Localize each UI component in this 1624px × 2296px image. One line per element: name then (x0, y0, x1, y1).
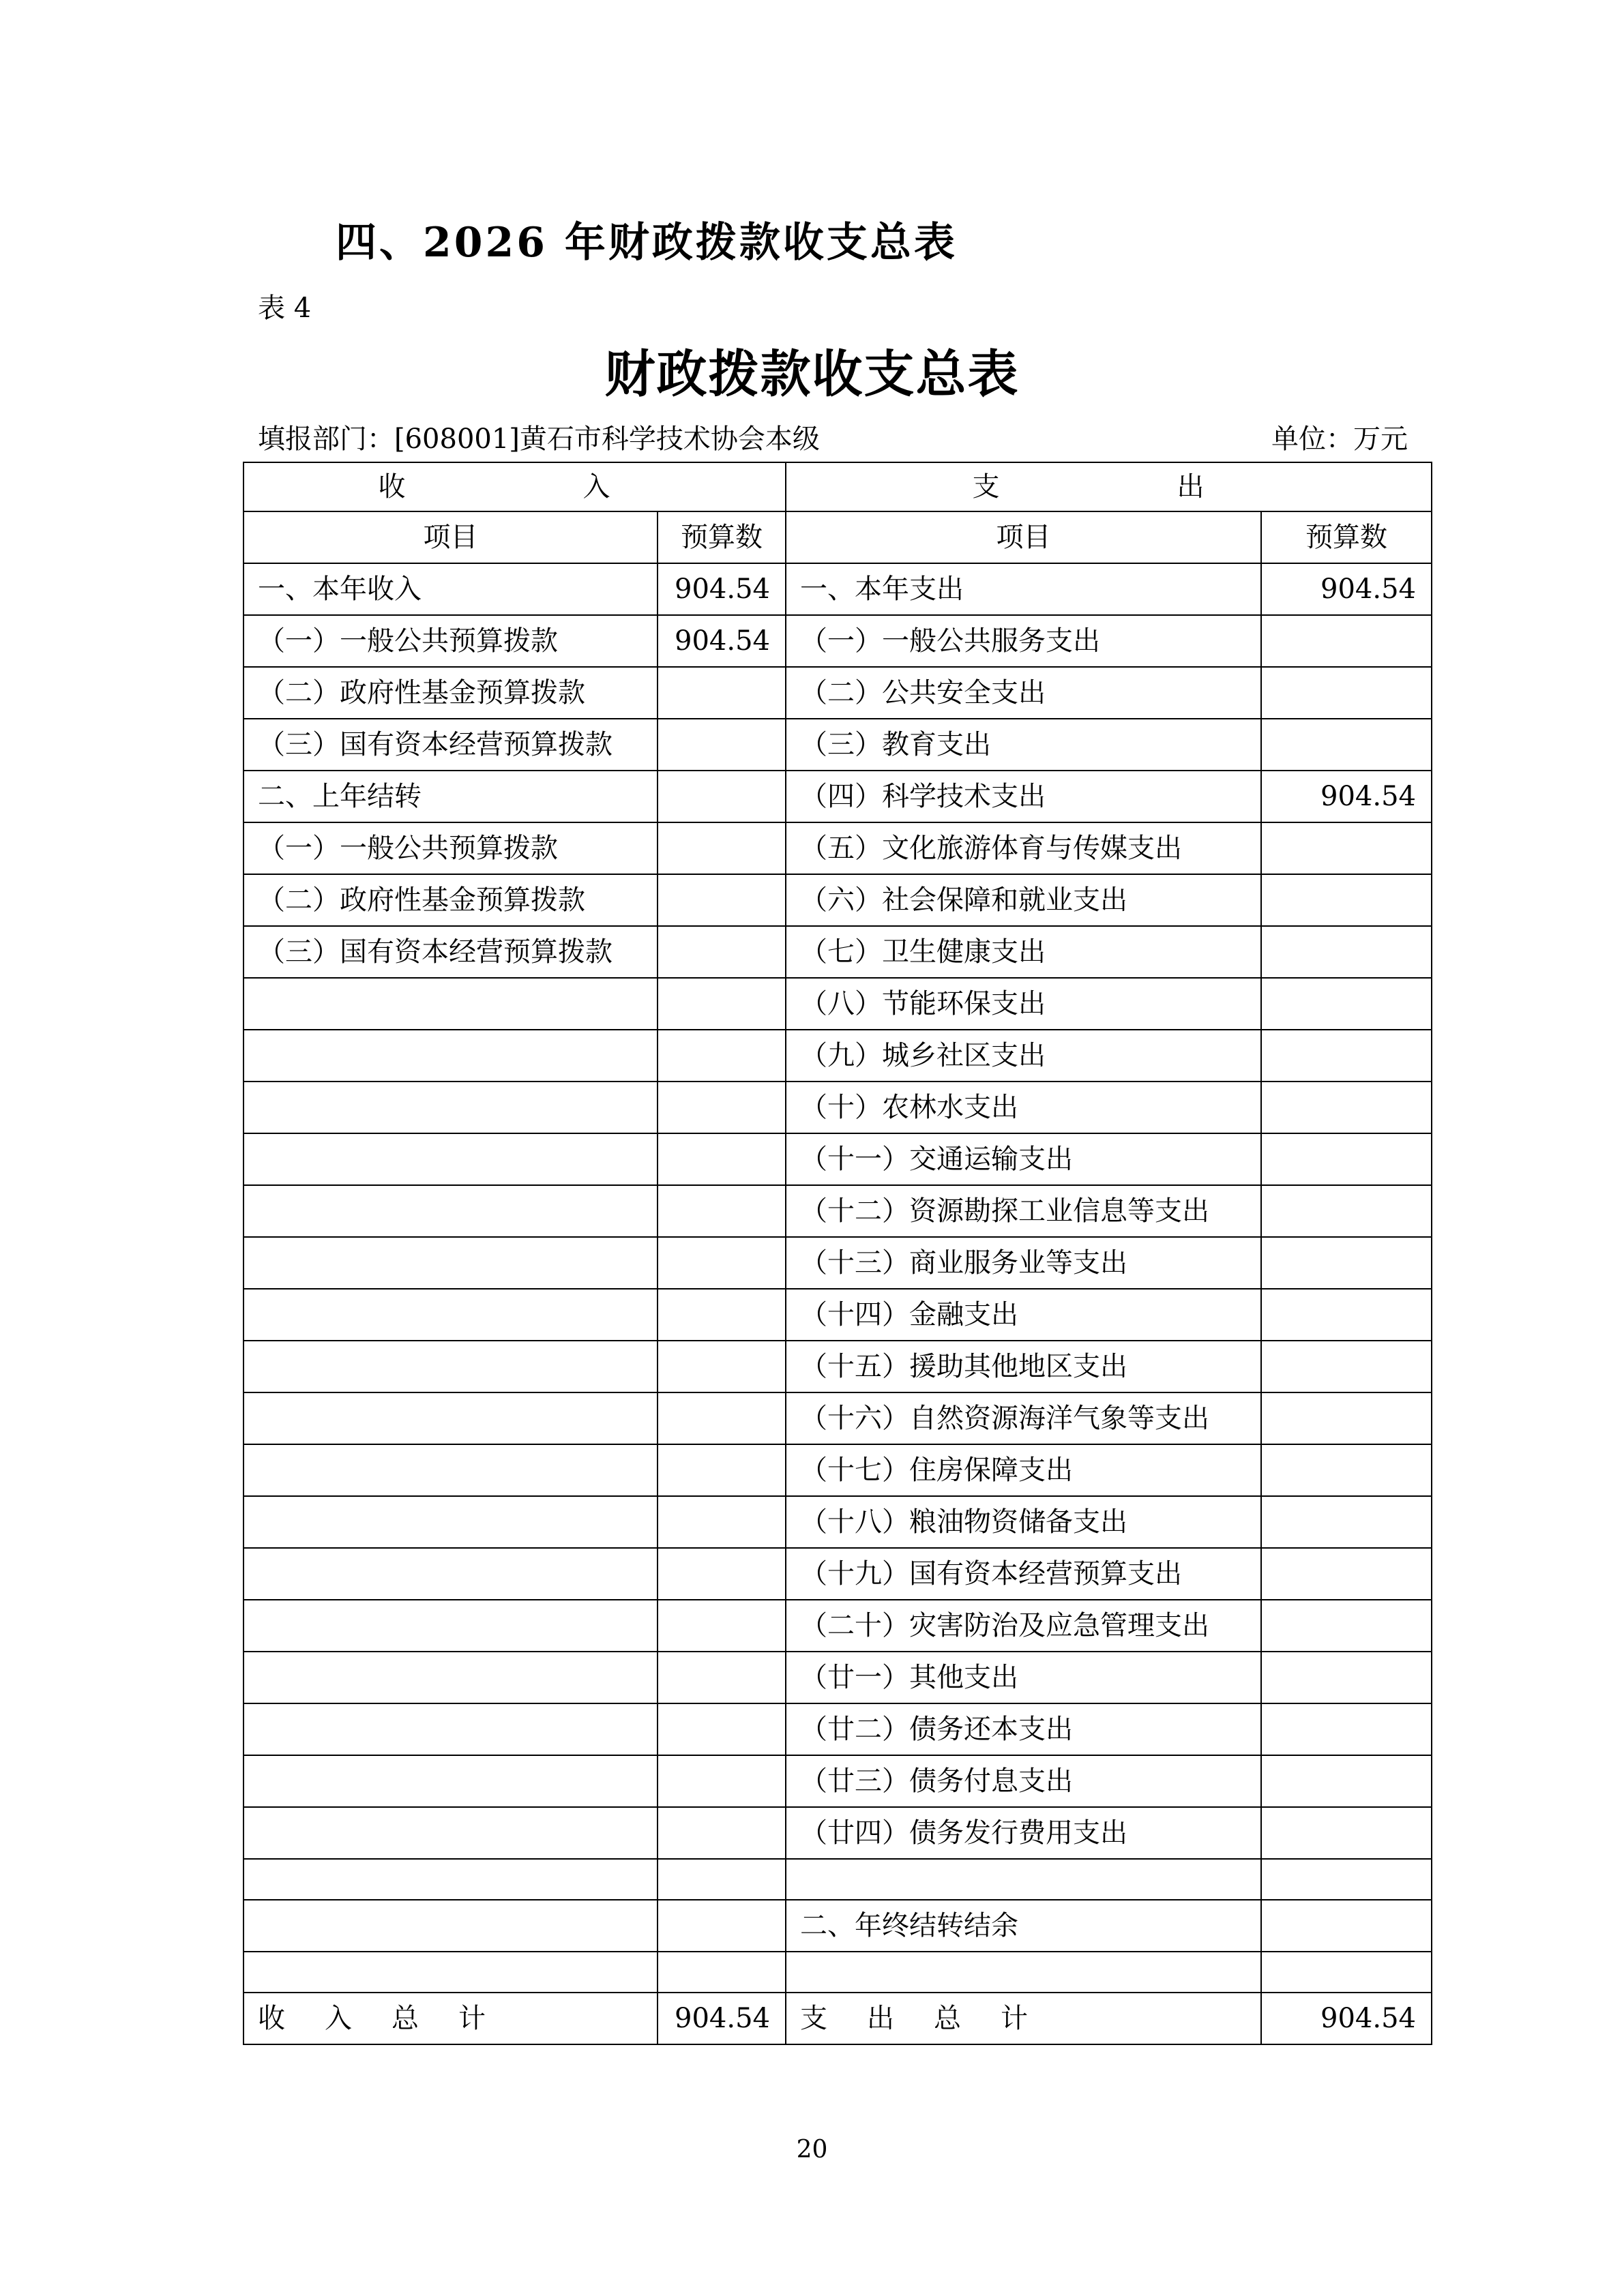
table-row (243, 1341, 1432, 1392)
income-item: （二）政府性基金预算拨款 (243, 667, 658, 719)
income-value (658, 1082, 786, 1133)
income-header: 收 入 (243, 462, 786, 511)
table-row (243, 615, 1432, 667)
expense-value (1261, 1900, 1432, 1952)
income-item (243, 1392, 658, 1444)
table-row (243, 1030, 1432, 1082)
income-value (658, 667, 786, 719)
expense-item: （十七）住房保障支出 (786, 1444, 1261, 1496)
expense-value: 904.54 (1261, 771, 1432, 822)
income-item (243, 1900, 658, 1952)
expense-item: （十八）粮油物资储备支出 (786, 1496, 1261, 1548)
expense-item: （十）农林水支出 (786, 1082, 1261, 1133)
expense-item: （一）一般公共服务支出 (786, 615, 1261, 667)
income-value (658, 1185, 786, 1237)
income-item: 一、本年收入 (243, 563, 658, 615)
income-item (243, 1755, 658, 1807)
income-value (658, 719, 786, 771)
table-row (243, 1185, 1432, 1237)
expense-item: （十一）交通运输支出 (786, 1133, 1261, 1185)
expense-item: （二十）灾害防治及应急管理支出 (786, 1600, 1261, 1652)
expense-item: （五）文化旅游体育与传媒支出 (786, 822, 1261, 874)
expense-item: 二、年终结转结余 (786, 1900, 1261, 1952)
table-row (243, 1237, 1432, 1289)
income-item (243, 1237, 658, 1289)
income-item: （一）一般公共预算拨款 (243, 615, 658, 667)
expense-item: （八）节能环保支出 (786, 978, 1261, 1030)
budget-table (243, 462, 1432, 2045)
income-value (658, 1900, 786, 1952)
income-item (243, 1082, 658, 1133)
budget-table-body (243, 462, 1432, 2044)
expense-item: （廿二）债务还本支出 (786, 1703, 1261, 1755)
expense-value (1261, 1496, 1432, 1548)
expense-value (1261, 1600, 1432, 1652)
expense-item: （六）社会保障和就业支出 (786, 874, 1261, 926)
income-value (658, 1703, 786, 1755)
expense-item: （九）城乡社区支出 (786, 1030, 1261, 1082)
income-value (658, 1133, 786, 1185)
table-row (243, 563, 1432, 615)
income-value (658, 874, 786, 926)
income-value (658, 1952, 786, 1993)
expense-item: （十五）援助其他地区支出 (786, 1341, 1261, 1392)
income-item: （三）国有资本经营预算拨款 (243, 926, 658, 978)
table-row (243, 874, 1432, 926)
income-item (243, 1133, 658, 1185)
table-row (243, 1600, 1432, 1652)
table-row (243, 1496, 1432, 1548)
income-value (658, 1496, 786, 1548)
income-item (243, 1652, 658, 1703)
income-value (658, 1548, 786, 1600)
table-row (243, 1548, 1432, 1600)
expense-item-header: 项目 (786, 511, 1261, 563)
expense-value (1261, 1289, 1432, 1341)
income-item (243, 1600, 658, 1652)
table-row (243, 1859, 1432, 1900)
income-value: 904.54 (658, 615, 786, 667)
expense-value (1261, 1341, 1432, 1392)
income-item (243, 1859, 658, 1900)
section-header-row (243, 462, 1432, 511)
income-value (658, 978, 786, 1030)
income-value (658, 771, 786, 822)
expense-value (1261, 1133, 1432, 1185)
income-value (658, 1859, 786, 1900)
expense-item: （廿四）债务发行费用支出 (786, 1807, 1261, 1859)
expense-value (1261, 978, 1432, 1030)
expense-item: （十二）资源勘探工业信息等支出 (786, 1185, 1261, 1237)
income-value (658, 1652, 786, 1703)
income-value: 904.54 (658, 563, 786, 615)
income-budget-header: 预算数 (658, 511, 786, 563)
expense-value (1261, 1703, 1432, 1755)
expense-value (1261, 1444, 1432, 1496)
expense-value (1261, 926, 1432, 978)
expense-item: （十九）国有资本经营预算支出 (786, 1548, 1261, 1600)
table-row (243, 1900, 1432, 1952)
table-title: 财政拨款收支总表 (604, 345, 1020, 404)
expense-header: 支 出 (786, 462, 1432, 511)
expense-item: 一、本年支出 (786, 563, 1261, 615)
income-total-label: 收入总计 (243, 1993, 658, 2044)
income-item: （三）国有资本经营预算拨款 (243, 719, 658, 771)
income-item (243, 1444, 658, 1496)
table-row (243, 1703, 1432, 1755)
income-item (243, 1952, 658, 1993)
department-label: 填报部门：[608001]黄石市科学技术协会本级 (258, 423, 820, 455)
income-item (243, 978, 658, 1030)
expense-total-label: 支出总计 (786, 1993, 1261, 2044)
expense-value (1261, 667, 1432, 719)
table-row (243, 1952, 1432, 1993)
income-value (658, 1600, 786, 1652)
expense-item: （三）教育支出 (786, 719, 1261, 771)
income-value (658, 1755, 786, 1807)
table-row (243, 822, 1432, 874)
expense-budget-header: 预算数 (1261, 511, 1432, 563)
table-row (243, 926, 1432, 978)
table-row (243, 1652, 1432, 1703)
income-item (243, 1548, 658, 1600)
total-row (243, 1993, 1432, 2044)
income-value (658, 926, 786, 978)
income-item: （一）一般公共预算拨款 (243, 822, 658, 874)
income-item (243, 1496, 658, 1548)
expense-item: （十四）金融支出 (786, 1289, 1261, 1341)
table-row (243, 1392, 1432, 1444)
table-row (243, 719, 1432, 771)
income-item (243, 1807, 658, 1859)
income-item: （二）政府性基金预算拨款 (243, 874, 658, 926)
income-item (243, 1703, 658, 1755)
expense-value (1261, 1237, 1432, 1289)
income-item-header: 项目 (243, 511, 658, 563)
expense-value (1261, 1392, 1432, 1444)
expense-value (1261, 719, 1432, 771)
expense-value (1261, 1652, 1432, 1703)
expense-total-value: 904.54 (1261, 1993, 1432, 2044)
expense-item: （廿一）其他支出 (786, 1652, 1261, 1703)
income-value (658, 1289, 786, 1341)
section-heading: 四、2026 年财政拨款收支总表 (336, 219, 958, 267)
income-value (658, 1341, 786, 1392)
expense-item (786, 1952, 1261, 1993)
table-row (243, 1444, 1432, 1496)
expense-item: （七）卫生健康支出 (786, 926, 1261, 978)
income-value (658, 1237, 786, 1289)
table-row (243, 771, 1432, 822)
income-value (658, 822, 786, 874)
income-total-value: 904.54 (658, 1993, 786, 2044)
expense-value: 904.54 (1261, 563, 1432, 615)
table-row (243, 978, 1432, 1030)
table-row (243, 1807, 1432, 1859)
table-row (243, 1289, 1432, 1341)
expense-item: （二）公共安全支出 (786, 667, 1261, 719)
expense-value (1261, 1952, 1432, 1993)
expense-value (1261, 874, 1432, 926)
expense-value (1261, 1185, 1432, 1237)
table-row (243, 1755, 1432, 1807)
expense-value (1261, 1548, 1432, 1600)
income-item (243, 1341, 658, 1392)
income-item (243, 1185, 658, 1237)
income-item (243, 1030, 658, 1082)
expense-value (1261, 1082, 1432, 1133)
income-value (658, 1444, 786, 1496)
expense-item: （廿三）债务付息支出 (786, 1755, 1261, 1807)
expense-value (1261, 822, 1432, 874)
unit-label: 单位：万元 (1271, 423, 1408, 455)
expense-value (1261, 1030, 1432, 1082)
expense-value (1261, 1755, 1432, 1807)
table-number: 表 4 (258, 293, 312, 324)
expense-item: （四）科学技术支出 (786, 771, 1261, 822)
table-row (243, 1082, 1432, 1133)
expense-value (1261, 1859, 1432, 1900)
income-value (658, 1392, 786, 1444)
expense-value (1261, 615, 1432, 667)
income-item: 二、上年结转 (243, 771, 658, 822)
expense-value (1261, 1807, 1432, 1859)
expense-item (786, 1859, 1261, 1900)
column-header-row (243, 511, 1432, 563)
income-item (243, 1289, 658, 1341)
expense-item: （十三）商业服务业等支出 (786, 1237, 1261, 1289)
expense-item: （十六）自然资源海洋气象等支出 (786, 1392, 1261, 1444)
table-row (243, 667, 1432, 719)
income-value (658, 1807, 786, 1859)
income-value (658, 1030, 786, 1082)
table-row (243, 1133, 1432, 1185)
page-number: 20 (796, 2136, 828, 2164)
